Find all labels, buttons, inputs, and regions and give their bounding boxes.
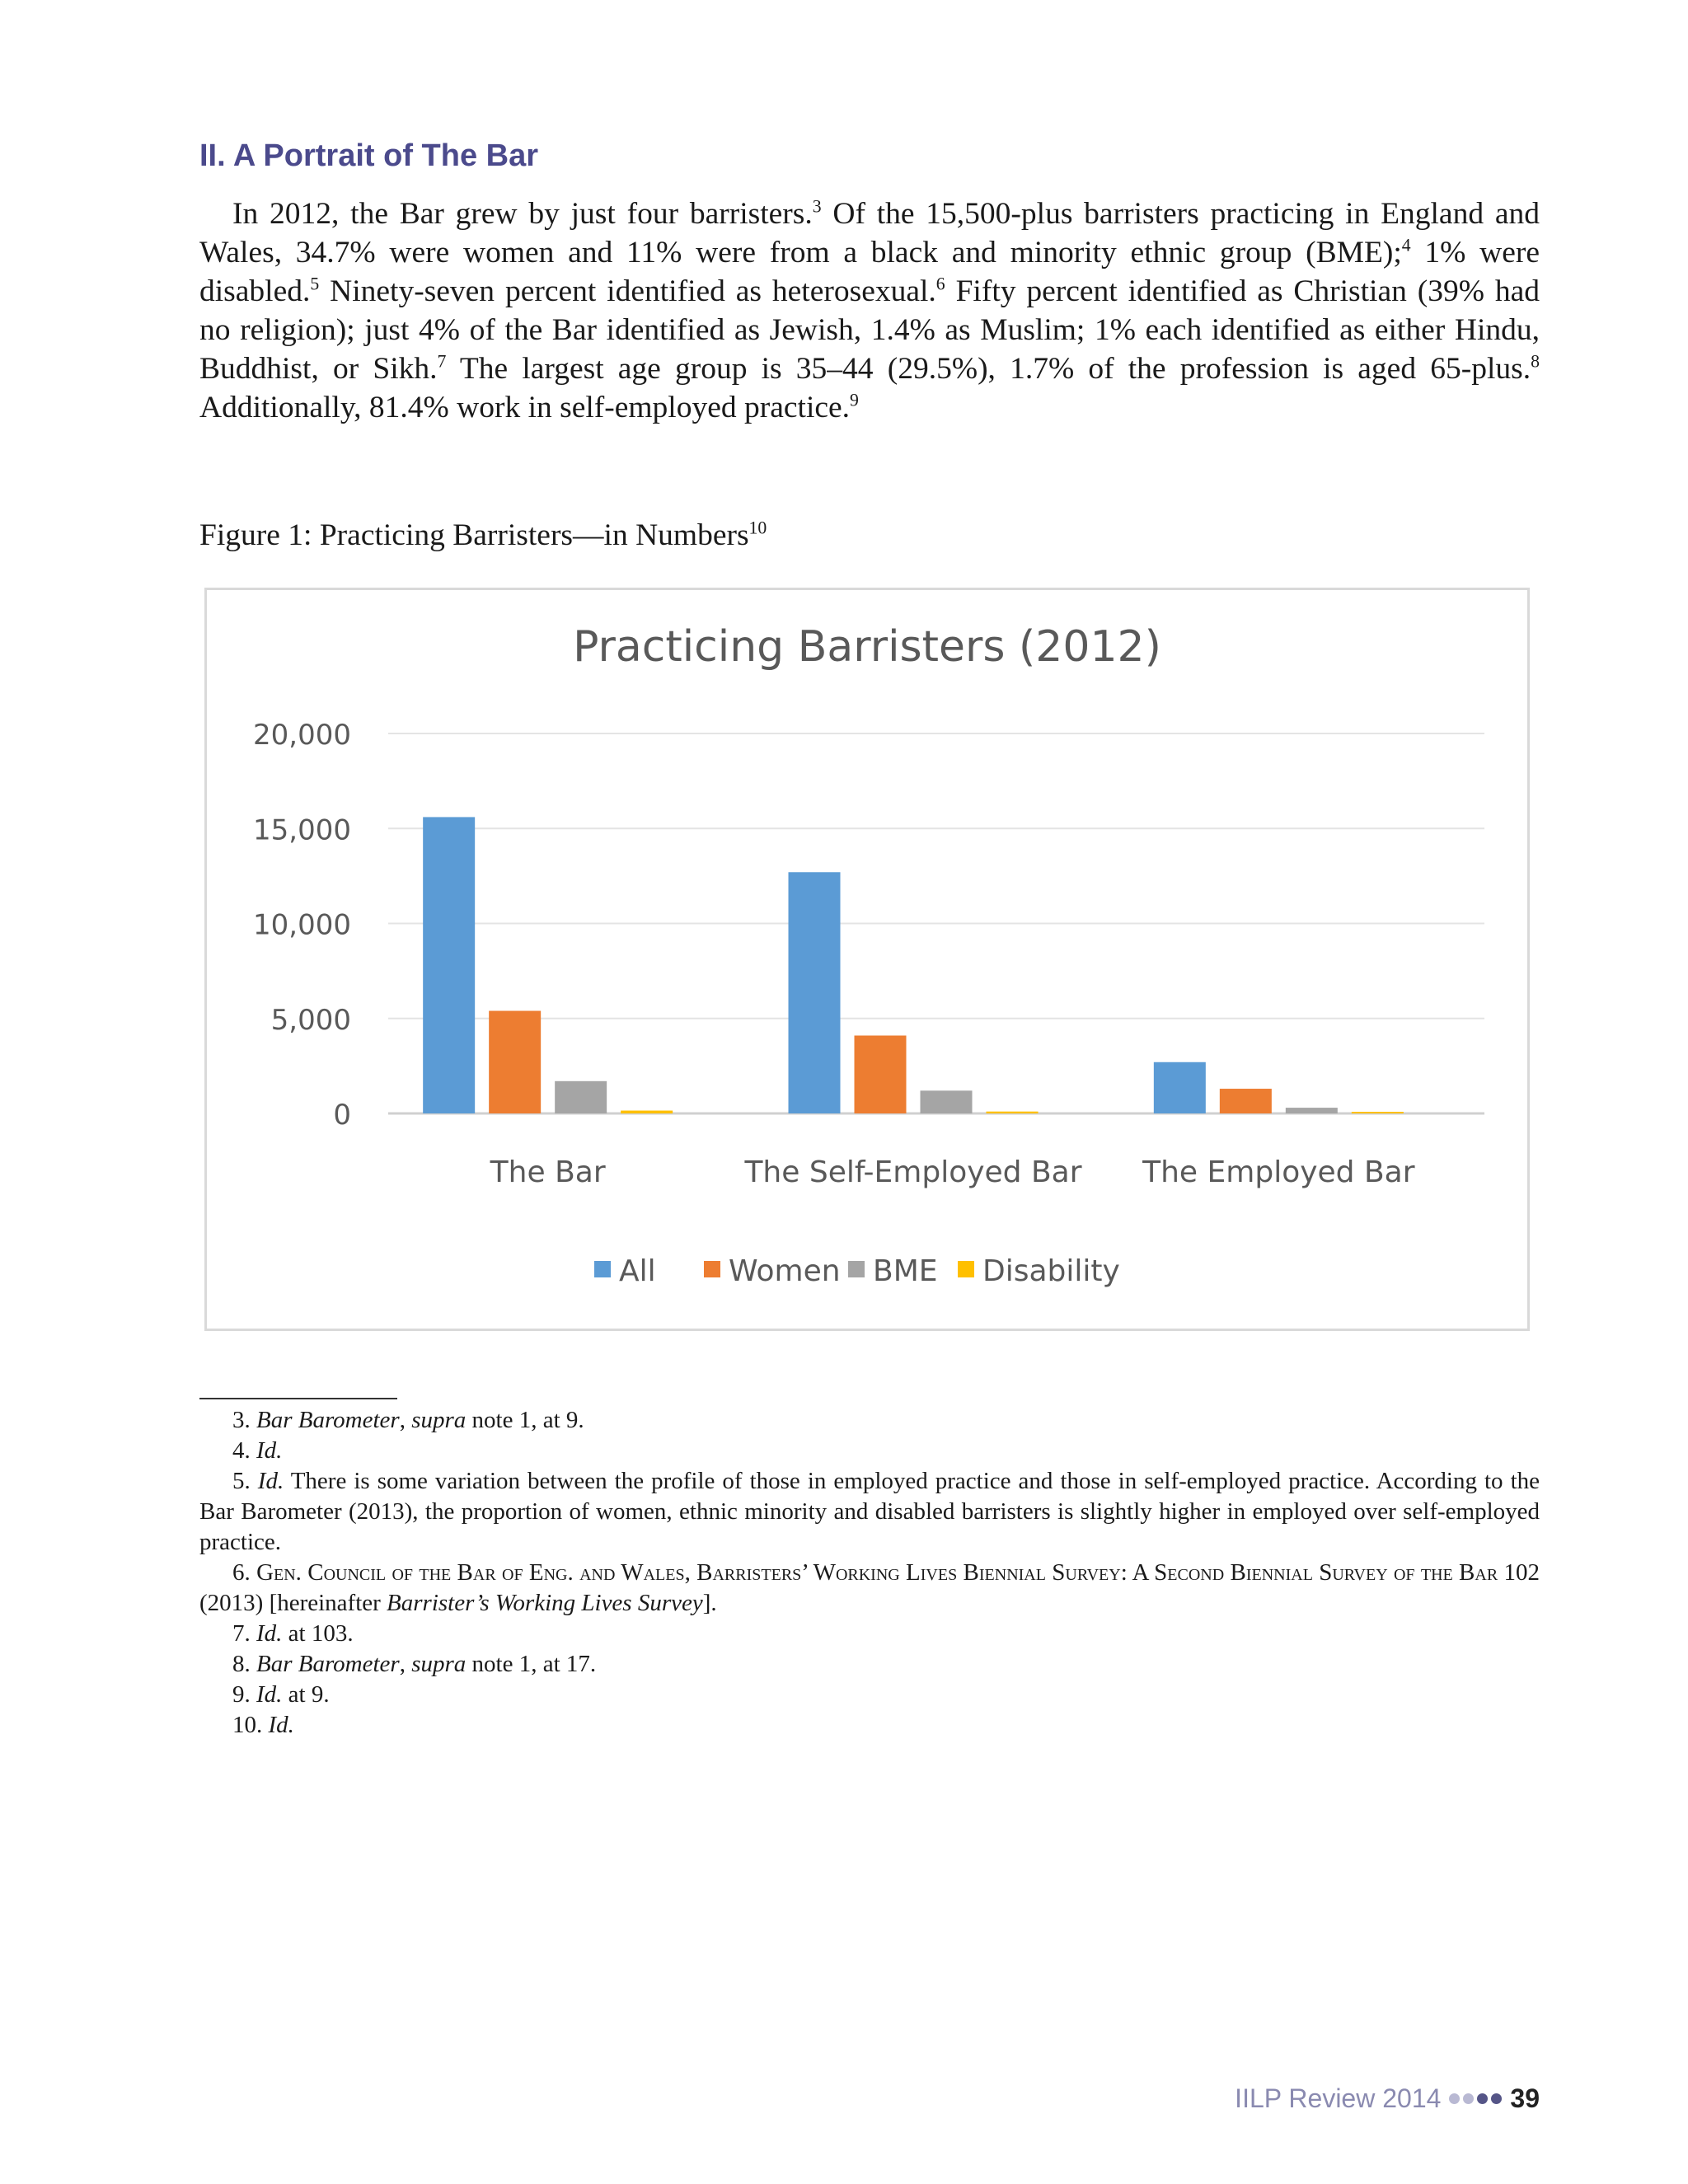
bar-women xyxy=(1220,1089,1272,1113)
legend-swatch xyxy=(704,1261,720,1277)
footnote-ref: 5 xyxy=(310,274,320,294)
bar-all xyxy=(1154,1062,1206,1113)
footnote-6: 6. Gen. Council of the Bar of Eng. and Wales, Barristers’ Working Lives Biennial Survey: A Second Biennial Survey of the Bar 102 (2013) [hereinafter Barrister’s Working Lives Survey]. xyxy=(199,1559,1540,1616)
chart-frame xyxy=(204,588,1530,1331)
section-heading: II. A Portrait of The Bar xyxy=(199,138,539,173)
figure-caption: Figure 1: Practicing Barristers—in Numbers$^{10}$ xyxy=(199,518,767,552)
bar-disability xyxy=(1352,1112,1404,1113)
footnote-3: 3. Bar Barometer, supra note 1, at 9. xyxy=(232,1407,584,1433)
legend-swatch xyxy=(848,1261,865,1277)
footnote-5: 5. Id. There is some variation between the profile of those in employed practice and those in self-employed practice. According to the Bar Barometer (2013), the proportion of women, ethnic minority and disabled barristers is slightly higher in employed over self-employed practice. xyxy=(199,1468,1540,1555)
bar-bme xyxy=(921,1090,973,1113)
legend-swatch xyxy=(594,1261,611,1277)
footnote-10: 10. Id. xyxy=(232,1712,294,1738)
body-paragraph: In 2012, the Bar grew by just four barristers.$^3$ Of the 15,500-plus barristers practicing in England and Wales, 34.7% were women and 11% were from a black and minority ethnic group (BME);$^4$ 1% were disabled.$^5$ Ninety-seven percent identified as heterosexual.$^6$ Fifty percent identified as Christian (39% had no religion); just 4% of the Bar identified as Jewish, 1.4% as Muslim; 1% each identified as either Hindu, Buddhist, or Sikh.$^7$ The largest age group is 35–44 (29.5%), 1.7% of the profession is aged 65-plus.$^8$ Additionally, 81.4% work in self-employed practice.$^9$ xyxy=(199,196,1540,424)
bar-women xyxy=(489,1011,541,1113)
bar-bme xyxy=(555,1081,607,1113)
chart-title: Practicing Barristers (2012) xyxy=(573,622,1161,672)
footnote-8: 8. Bar Barometer, supra note 1, at 17. xyxy=(232,1651,597,1677)
legend-label: Women xyxy=(729,1254,841,1288)
footnote-ref: 8 xyxy=(1531,351,1540,372)
bar-women xyxy=(855,1035,907,1113)
footnote-ref: 3 xyxy=(812,196,822,217)
bar-chart xyxy=(207,590,1527,1329)
legend-label: Disability xyxy=(982,1254,1120,1288)
footnote-ref: 6 xyxy=(935,274,945,294)
x-tick-label: The Bar xyxy=(490,1155,606,1189)
legend-label: BME xyxy=(873,1254,938,1288)
page-footer xyxy=(1235,2083,1540,2114)
legend-label: All xyxy=(619,1254,656,1288)
footnote-7: 7. Id. at 103. xyxy=(232,1620,354,1647)
x-tick-label: The Self-Employed Bar xyxy=(744,1155,1082,1189)
journal-name: IILP Review 2014 xyxy=(1235,2083,1442,2113)
bar-bme xyxy=(1286,1108,1338,1113)
x-tick-label: The Employed Bar xyxy=(1142,1155,1415,1189)
y-tick-label: 10,000 xyxy=(253,908,351,942)
y-tick-label: 5,000 xyxy=(270,1003,351,1037)
bar-all xyxy=(423,817,475,1113)
footnote-9: 9. Id. at 9. xyxy=(232,1681,330,1708)
bar-disability xyxy=(987,1112,1039,1113)
footnotes xyxy=(199,1405,1540,1741)
page-number: 39 xyxy=(1510,2083,1540,2113)
decorative-dots xyxy=(1449,2093,1502,2104)
legend-swatch xyxy=(958,1261,974,1277)
footnote-ref: 4 xyxy=(1401,235,1411,255)
footnote-divider xyxy=(199,1398,397,1399)
footnote-ref: 10 xyxy=(748,518,767,538)
footnote-4: 4. Id. xyxy=(232,1437,283,1464)
y-tick-label: 15,000 xyxy=(253,813,351,847)
footnote-ref: 9 xyxy=(850,390,859,410)
footnote-ref: 7 xyxy=(437,351,447,372)
bar-all xyxy=(789,872,841,1113)
y-tick-label: 0 xyxy=(333,1099,351,1132)
bar-disability xyxy=(621,1111,673,1113)
y-tick-label: 20,000 xyxy=(253,719,351,752)
